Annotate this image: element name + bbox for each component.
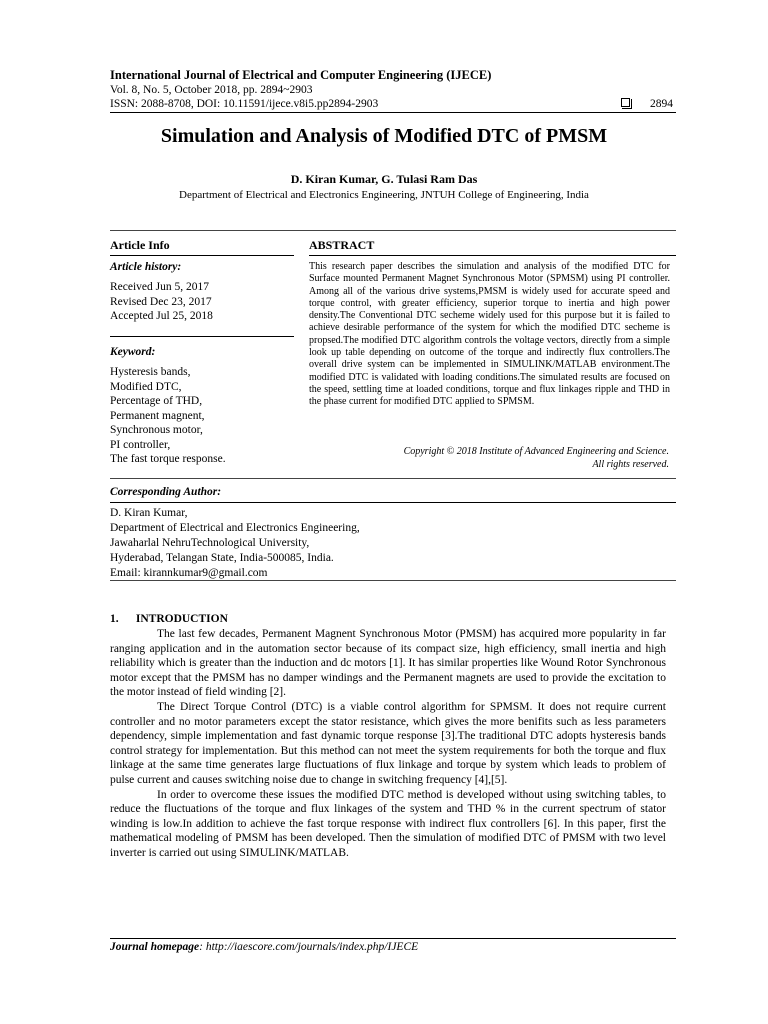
abstract-text: This research paper describes the simulation and analysis of the modified DTC for Surface mounted Permanent Magnet Synchronous Motor (SPMSM) using PI controller. Among all of the various drive systems,PMSM is widely used for accurate speed and torque control, with greater efficiency, superior torque to inertia and high power density.The Conventional DTC secheme widely used for this purpose but it is failed to achieve desirable performance of the system for which the modified DTC secheme is propsed.The modified DTC algorithm controls the voltage vectors, directly from a simple look up table depending on outcome of the torque and indirectly flux controllers.The overall drive system can be implemented in SIMULINK/MATLAB environment.The modified DTC is validated with loading conditions.The simulated results are focused on the speed, settling time at loaded conditions, torque and flux linkages ripple and THD in the phase current for modified DTC applied to SPMSM. [309, 261, 670, 408]
history-heading: Article history: [110, 261, 182, 273]
corresponding-line: D. Kiran Kumar, [110, 507, 188, 519]
authors: D. Kiran Kumar, G. Tulasi Ram Das [290, 172, 478, 186]
keyword-heading: Keyword: [110, 346, 156, 358]
volume-info: Vol. 8, No. 5, October 2018, pp. 2894~2903 [110, 84, 313, 96]
section-top-rule [110, 230, 676, 231]
keyword-item: Hysteresis bands, [110, 366, 191, 378]
homepage-label: Journal homepage [110, 941, 200, 953]
issn-doi: ISSN: 2088-8708, DOI: 10.11591/ijece.v8i5.pp2894-2903 [110, 98, 379, 110]
keyword-item: The fast torque response. [110, 453, 226, 465]
introduction-body [110, 627, 666, 861]
journal-homepage [110, 941, 418, 953]
footer-rule [110, 938, 676, 939]
history-item: Received Jun 5, 2017 [110, 281, 210, 293]
keyword-item: Permanent magnent, [110, 409, 205, 422]
copyright-line-1: Copyright © 2018 Institute of Advanced Engineering and Science. [403, 446, 669, 457]
paragraph: The Direct Torque Control (DTC) is a viable control algorithm for SPMSM. It does not require current controller and no motor parameters except the stator resistance, which gives the more benifits such as less parameters dependency, simple implementation and fast dynamic torque response [3].The traditional DTC adopts hysteresis bands control strategy for implementation. But this method can not meet the system requirements for both the torque and flux linkage at the same time generates large fluctuations of flux linkage and torque by system which leads to problem of pulse current and causes switching noise due to change in switching frequency [4],[5]. [110, 700, 666, 786]
history-item: Revised Dec 23, 2017 [110, 295, 212, 308]
article-info-heading: Article Info [110, 238, 170, 252]
article-info-rule [110, 255, 294, 256]
history-rule [110, 336, 294, 337]
corresponding-details [110, 506, 360, 581]
affiliation: Department of Electrical and Electronics Engineering, JNTUH College of Engineering, India [179, 189, 589, 201]
paragraph: In order to overcome these issues the modified DTC method is developed without using switching tables, to reduce the fluctuations of the torque and flux linkages of the system and THD % in the current spectrum of stator winding is low.In addition to achieve the fast torque response with indirect flux controllers [6]. In this paper, first the mathematical modeling of PMSM has been developed. Then the simulation of modified DTC of PMSM with two level inverter is carried out using SIMULINK/MATLAB. [110, 788, 666, 859]
corresponding-line: Department of Electrical and Electronics Engineering, [110, 522, 360, 534]
homepage-separator: : [199, 941, 206, 953]
abstract-rule [309, 255, 676, 256]
corresponding-line: Jawaharlal NehruTechnological University, [110, 537, 310, 549]
square-box-icon [621, 98, 630, 107]
corresponding-line: Hyderabad, Telangan State, India-500085, India. [110, 552, 334, 564]
corresponding-email: Email: kirannkumar9@gmail.com [110, 567, 268, 579]
keyword-item: Percentage of THD, [110, 395, 203, 407]
paper-title: Simulation and Analysis of Modified DTC of PMSM [160, 125, 608, 147]
journal-name: International Journal of Electrical and Computer Engineering (IJECE) [110, 68, 492, 82]
keyword-item: Modified DTC, [110, 380, 182, 393]
history-list [110, 280, 213, 324]
history-item: Accepted Jul 25, 2018 [110, 310, 213, 322]
page-number: 2894 [650, 98, 673, 110]
introduction-heading: 1. INTRODUCTION [110, 613, 228, 625]
corresponding-heading: Corresponding Author: [110, 486, 222, 498]
corresponding-rule [110, 502, 676, 503]
header-rule [110, 112, 676, 113]
section-bottom-rule [110, 478, 676, 479]
keyword-item: Synchronous motor, [110, 424, 203, 436]
corresponding-bottom-rule [110, 580, 676, 581]
copyright-line-2: All rights reserved. [592, 459, 669, 470]
keyword-item: PI controller, [110, 438, 171, 451]
paragraph: The last few decades, Permanent Magnent Synchronous Motor (PMSM) has acquired more popularity in far ranging application and in the automation sector because of its compact size, high efficiency, small inertia and high reliability which is greater than the induction and dc motors [1]. It has similar properties like Wound Rotor Synchronous motor except that the PMSM has no damper windings and the Permanent magnets are used to provide the excitation to the motor instead of field winding [2]. [110, 628, 666, 699]
keyword-list [110, 365, 226, 467]
abstract-heading: ABSTRACT [309, 238, 375, 252]
homepage-url[interactable]: http://iaescore.com/journals/index.php/IJECE [205, 941, 419, 953]
